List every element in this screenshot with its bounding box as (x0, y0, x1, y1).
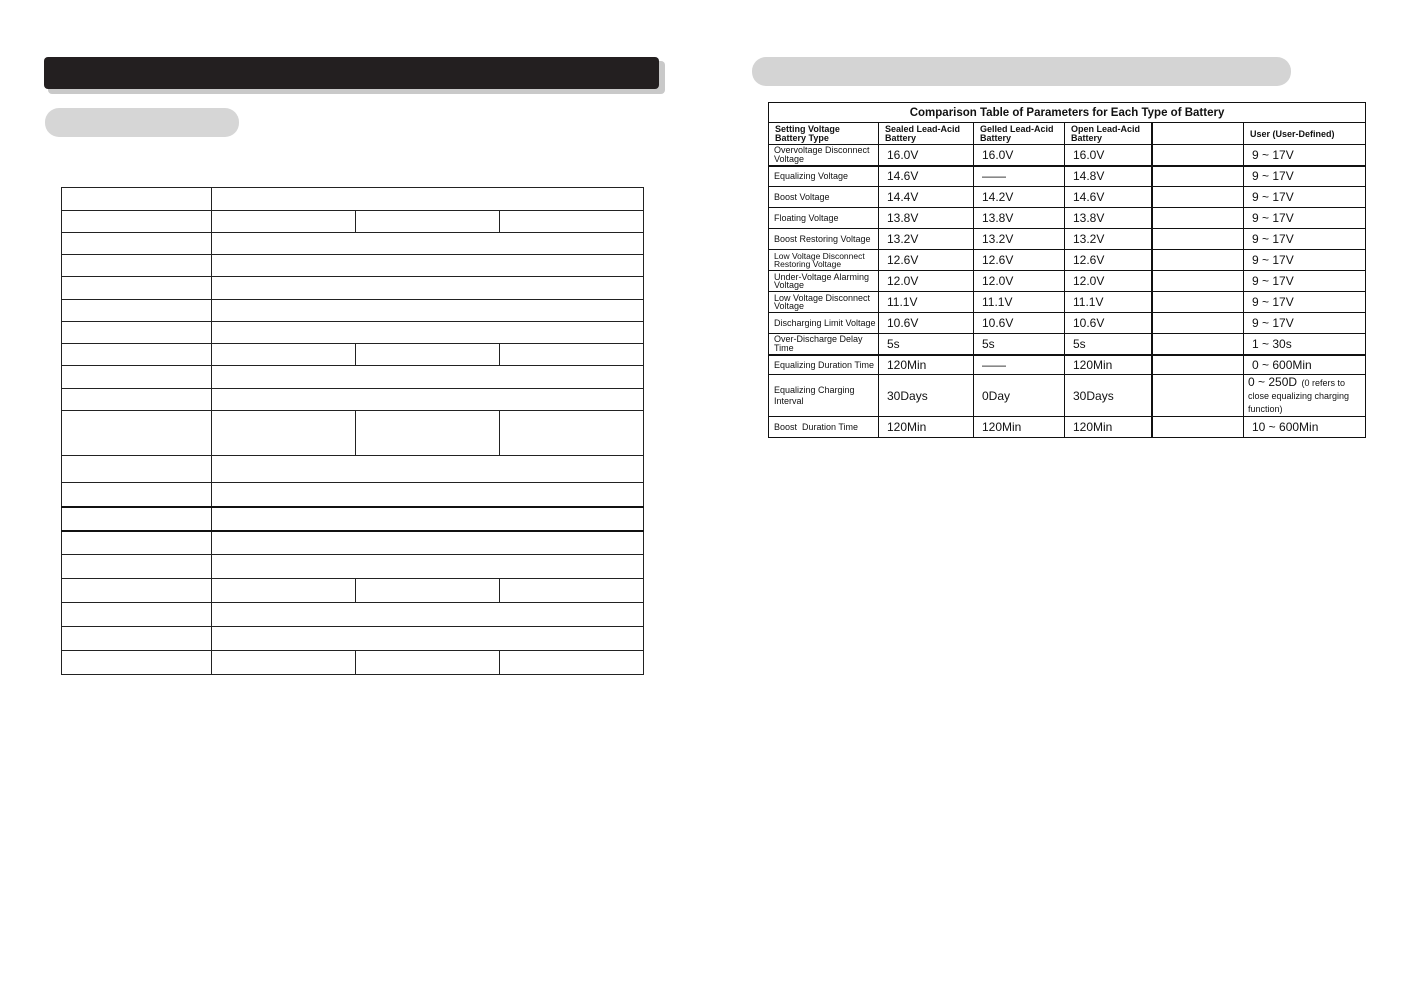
open-value: 120Min (1065, 355, 1152, 375)
open-value: 12.6V (1065, 250, 1152, 271)
table-row (62, 233, 644, 255)
sealed-value: 120Min (879, 355, 974, 375)
table-row (62, 651, 644, 675)
gelled-value: 13.2V (974, 229, 1065, 250)
param-label: Overvoltage Disconnect Voltage (769, 145, 879, 166)
table-row (769, 375, 1366, 417)
table-row (62, 603, 644, 627)
open-value: 14.8V (1065, 166, 1152, 187)
header-sealed: Sealed Lead-Acid Battery (879, 123, 974, 145)
blank-cell (1152, 271, 1244, 292)
gelled-value: 120Min (974, 417, 1065, 438)
blank-cell (1152, 417, 1244, 438)
param-label: Equalizing Duration Time (769, 355, 879, 375)
table-row (769, 166, 1366, 187)
gelled-value: 12.0V (974, 271, 1065, 292)
table-row (62, 579, 644, 603)
open-value: 120Min (1065, 417, 1152, 438)
table-row (62, 322, 644, 344)
open-value: 30Days (1065, 375, 1152, 417)
user-value: 9 ~ 17V (1244, 292, 1366, 313)
user-value: 9 ~ 17V (1244, 187, 1366, 208)
table-row (769, 355, 1366, 375)
user-value: 9 ~ 17V (1244, 145, 1366, 166)
user-value: 0 ~ 600Min (1244, 355, 1366, 375)
open-value: 10.6V (1065, 313, 1152, 334)
param-label: Equalizing Charging Interval (769, 375, 879, 417)
gelled-value: 16.0V (974, 145, 1065, 166)
corner-header-setting-voltage: Setting Voltage (775, 124, 840, 134)
param-label: Equalizing Voltage (769, 166, 879, 187)
table-row (62, 483, 644, 507)
user-value: 9 ~ 17V (1244, 313, 1366, 334)
sealed-value: 12.0V (879, 271, 974, 292)
sealed-value: 5s (879, 334, 974, 355)
user-value: 0 ~ 250D (1248, 375, 1298, 389)
table-row (769, 145, 1366, 166)
sealed-value: 13.8V (879, 208, 974, 229)
table-row (769, 250, 1366, 271)
param-label: Low Voltage Disconnect Voltage (769, 292, 879, 313)
gelled-value: 0Day (974, 375, 1065, 417)
blank-cell (1152, 375, 1244, 417)
blank-cell (1152, 187, 1244, 208)
table-caption-row (769, 103, 1366, 123)
user-value: 9 ~ 17V (1244, 208, 1366, 229)
subsection-pill (45, 108, 239, 137)
sealed-value: 14.4V (879, 187, 974, 208)
param-label: Boost Duration Time (769, 417, 879, 438)
sealed-value: 120Min (879, 417, 974, 438)
table-row (769, 417, 1366, 438)
open-value: 5s (1065, 334, 1152, 355)
sealed-value: 14.6V (879, 166, 974, 187)
table-row (62, 411, 644, 456)
table-row (62, 531, 644, 555)
table-row (769, 187, 1366, 208)
table-row (769, 292, 1366, 313)
sealed-value: 12.6V (879, 250, 974, 271)
table-row (62, 344, 644, 366)
table-header-row (769, 123, 1366, 145)
open-value: 14.6V (1065, 187, 1152, 208)
blank-cell (1152, 166, 1244, 187)
user-value: 9 ~ 17V (1244, 229, 1366, 250)
param-label: Floating Voltage (769, 208, 879, 229)
sealed-value: 10.6V (879, 313, 974, 334)
table-row (62, 211, 644, 233)
param-label: Boost Restoring Voltage (769, 229, 879, 250)
gelled-value: 12.6V (974, 250, 1065, 271)
sealed-value: 13.2V (879, 229, 974, 250)
user-value-note: (0 refers to close equalizing charging function) (1248, 378, 1350, 414)
user-value: 9 ~ 17V (1244, 250, 1366, 271)
param-label: Under-Voltage Alarming Voltage (769, 271, 879, 292)
header-gelled: Gelled Lead-Acid Battery (974, 123, 1065, 145)
user-value: 1 ~ 30s (1244, 334, 1366, 355)
table-row (62, 507, 644, 531)
section-title-pill (752, 57, 1291, 86)
gelled-value: 13.8V (974, 208, 1065, 229)
table-row (62, 188, 644, 211)
table-row (769, 271, 1366, 292)
param-label: Discharging Limit Voltage (769, 313, 879, 334)
empty-spec-table (61, 187, 644, 675)
blank-cell (1152, 229, 1244, 250)
table-row (769, 313, 1366, 334)
table-row (62, 389, 644, 411)
blank-cell (1152, 145, 1244, 166)
user-value: 9 ~ 17V (1244, 271, 1366, 292)
table-row (769, 208, 1366, 229)
header-user: User (User-Defined) (1244, 123, 1366, 145)
table-row (769, 229, 1366, 250)
corner-header-battery-type: Battery Type (775, 133, 829, 143)
blank-cell (1152, 334, 1244, 355)
table-row (62, 627, 644, 651)
param-label: Boost Voltage (769, 187, 879, 208)
battery-parameter-table (768, 102, 1366, 438)
gelled-value: —— (974, 355, 1065, 375)
param-label: Low Voltage Disconnect Restoring Voltage (769, 250, 879, 271)
gelled-value: 11.1V (974, 292, 1065, 313)
blank-cell (1152, 355, 1244, 375)
blank-cell (1152, 313, 1244, 334)
table-row (62, 255, 644, 277)
table-row (62, 300, 644, 322)
gelled-value: 10.6V (974, 313, 1065, 334)
sealed-value: 16.0V (879, 145, 974, 166)
table-title: Comparison Table of Parameters for Each Type of Battery (769, 103, 1366, 123)
blank-cell (1152, 250, 1244, 271)
sealed-value: 30Days (879, 375, 974, 417)
table-row (62, 277, 644, 300)
section-header-bar (44, 57, 659, 89)
gelled-value: 14.2V (974, 187, 1065, 208)
sealed-value: 11.1V (879, 292, 974, 313)
param-label: Over-Discharge Delay Time (769, 334, 879, 355)
blank-cell (1152, 292, 1244, 313)
corner-header (769, 123, 879, 145)
open-value: 13.8V (1065, 208, 1152, 229)
blank-cell (1152, 208, 1244, 229)
open-value: 12.0V (1065, 271, 1152, 292)
user-value-cell (1244, 375, 1366, 417)
user-value: 9 ~ 17V (1244, 166, 1366, 187)
header-open: Open Lead-Acid Battery (1065, 123, 1152, 145)
table-row (769, 334, 1366, 355)
table-row (62, 555, 644, 579)
open-value: 11.1V (1065, 292, 1152, 313)
table-row (62, 366, 644, 389)
open-value: 13.2V (1065, 229, 1152, 250)
header-blank (1152, 123, 1244, 145)
user-value: 10 ~ 600Min (1244, 417, 1366, 438)
gelled-value: —— (974, 166, 1065, 187)
table-row (62, 456, 644, 483)
gelled-value: 5s (974, 334, 1065, 355)
open-value: 16.0V (1065, 145, 1152, 166)
